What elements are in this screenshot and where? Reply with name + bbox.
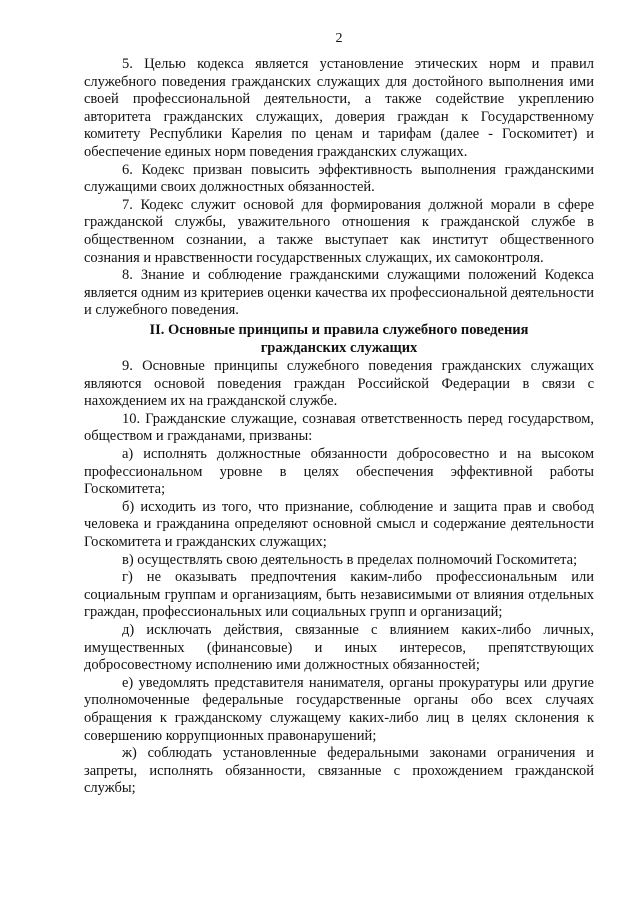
paragraph-10: 10. Гражданские служащие, сознавая ответственность перед государством, обществом и гражданами, призваны: <box>84 410 594 445</box>
paragraph-8: 8. Знание и соблюдение гражданскими служащими положений Кодекса является одним из критериев оценки качества их профессиональной деятельности и служебного поведения. <box>84 267 594 319</box>
document-page <box>84 30 594 798</box>
list-item-b: б) исходить из того, что признание, соблюдение и защита прав и свобод человека и гражданина определяют основной смысл и содержание деятельности Госкомитета и гражданских служащих; <box>84 498 594 551</box>
paragraph-5: 5. Целью кодекса является установление этических норм и правил служебного поведения гражданских служащих для достойного выполнения ими своей профессиональной деятельности, а также содействие укреплению авторитета гражданских служащих, доверия граждан к Государственному комитету Республики Карелия по ценам и тарифам (далее - Госкомитет) и обеспечение единых норм поведения гражданских служащих. <box>84 56 594 160</box>
paragraph-6: 6. Кодекс призван повысить эффективность выполнения гражданскими служащими своих должностных обязанностей. <box>84 161 594 196</box>
section-heading-line1: II. Основные принципы и правила служебного поведения <box>149 321 529 338</box>
paragraph-7: 7. Кодекс служит основой для формирования должной морали в сфере гражданской службы, уважительного отношения к гражданской службе в общественном сознании, а также выступает как институт общественного сознания и нравственности государственных служащих, их самоконтроля. <box>84 196 594 266</box>
section-heading <box>84 322 594 357</box>
list-item-g: г) не оказывать предпочтения каким-либо профессиональным или социальным группам и организациям, быть независимыми от влияния отдельных граждан, профессиональных или социальных групп и организаций; <box>84 569 594 621</box>
list-item-v: в) осуществлять свою деятельность в пределах полномочий Госкомитета; <box>122 551 578 568</box>
list-item-e: е) уведомлять представителя нанимателя, органы прокуратуры или другие уполномоченные федеральные государственные органы обо всех случаях обращения к гражданскому служащему каких-либо лиц в целях склонения к совершению коррупционных правонарушений; <box>84 674 594 744</box>
list-item-zh: ж) соблюдать установленные федеральными законами ограничения и запреты, исполнять обязанности, связанные с прохождением гражданской службы; <box>84 745 594 797</box>
list-item-d: д) исключать действия, связанные с влиянием каких-либо личных, имущественных (финансовые) и иных интересов, препятствующих добросовестному исполнению ими должностных обязанностей; <box>84 622 594 674</box>
list-item-a: а) исполнять должностные обязанности добросовестно и на высоком профессиональном уровне в целях обеспечения эффективной работы Госкомитета; <box>84 446 594 498</box>
paragraph-9: 9. Основные принципы служебного поведения гражданских служащих являются основой поведения граждан Российской Федерации в связи с нахождением их на гражданской службе. <box>84 358 594 410</box>
section-heading-line2: гражданских служащих <box>260 339 418 356</box>
page-number: 2 <box>335 31 343 46</box>
